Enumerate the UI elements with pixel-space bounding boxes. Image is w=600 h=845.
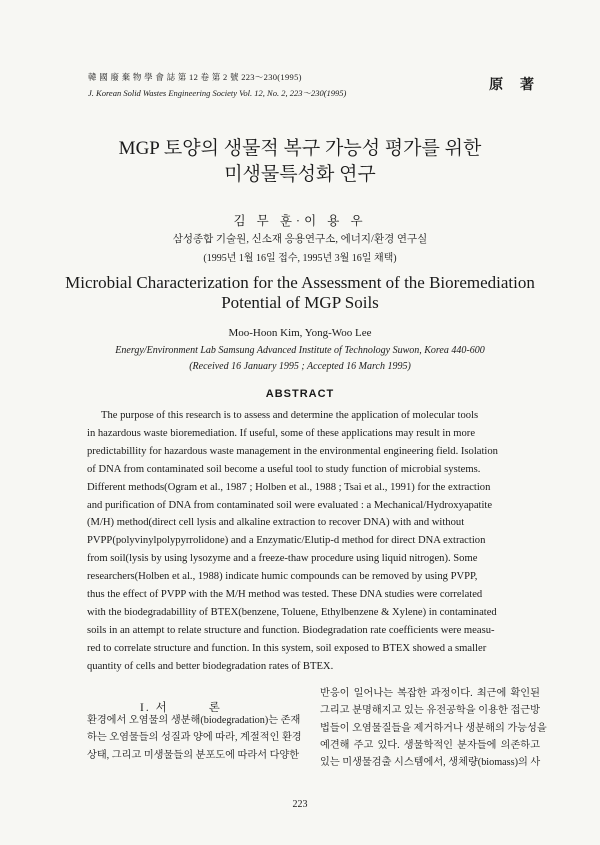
authors-english: Moo-Hoon Kim, Yong-Woo Lee	[228, 327, 372, 339]
title-english-line1: Microbial Characterization for the Assessment of the Bioremediation	[65, 273, 535, 292]
abstract-line: of DNA from contaminated soil become a useful tool to study function of microbial systems.	[87, 463, 481, 475]
section-number: I. 서	[140, 702, 169, 714]
abstract-line: The purpose of this research is to assess and determine the application of molecular tools	[101, 410, 479, 421]
journal-header-korean: 韓 國 廢 棄 物 學 會 誌 第 12 卷 第 2 號 223～230(1995)	[88, 72, 302, 82]
abstract-line: from soil(lysis by using lysozyme and a freeze-thaw procedure using liquid nitrogen). Some	[87, 553, 478, 565]
abstract-line: (M/H) method(direct cell lysis and alkaline extraction to recover DNA) with and without	[87, 517, 465, 529]
abstract-line: soils in an attempt to relate structure and function. Biodegradation rate coefficients were measu-	[87, 624, 495, 636]
affiliation-english: Energy/Environment Lab Samsung Advanced Institute of Technology Suwon, Korea 440-600	[115, 345, 485, 356]
abstract-line: and purification of DNA from contaminated soil were evaluated : a Mechanical/Hydroxyapatite	[87, 499, 493, 511]
body-line: 하는 오염물들의 성질과 양에 따라, 계절적인 환경	[87, 732, 302, 744]
body-line: 법들이 오염물질들을 제거하거나 생분해의 가능성을	[320, 722, 547, 734]
abstract-line: researchers(Holben et al., 1988) indicate humic compounds can be removed by using PVPP,	[87, 571, 478, 583]
abstract-line: predictabillity for hazardous waste management in the environmental engineering field. Isolation	[87, 445, 498, 457]
abstract-line: thus the effect of PVPP with the M/H method was tested. These DNA studies were correlated	[87, 589, 483, 601]
article-type-tag: 原 著	[489, 77, 540, 93]
title-english-line2: Potential of MGP Soils	[221, 293, 379, 312]
abstract-line: with the biodegradabillity of BTEX(benzene, Toluene, Ethylbenzene & Xylene) in contaminated	[87, 606, 497, 618]
journal-header-english: J. Korean Solid Wastes Engineering Society Vol. 12, No. 2, 223～230(1995)	[88, 88, 347, 98]
abstract-heading: ABSTRACT	[265, 388, 335, 400]
body-line: 반응이 일어나는 복잡한 과정이다. 최근에 확인된	[320, 688, 540, 699]
abstract-body	[87, 407, 540, 676]
right-column-text	[320, 685, 547, 771]
title-korean-line2: 미생물특성화 연구	[224, 164, 376, 185]
abstract-line: in hazardous waste bioremediation. If useful, some of these applications may result in more	[87, 427, 476, 439]
abstract-line: red to correlate structure and function. In this system, soil exposed to BTEX showed a smaller	[87, 642, 487, 654]
body-line: 예견해 주고 있다. 생물학적인 분자들에 의존하고	[320, 739, 540, 751]
section-word: 론	[208, 702, 222, 714]
body-line: 있는 미생물검출 시스템에서, 생체량(biomass)의 사	[320, 757, 541, 769]
abstract-line: quantity of cells and better biodegradation rates of BTEX.	[87, 660, 334, 672]
authors-korean: 김 무 훈·이 용 우	[233, 214, 367, 228]
left-column-text	[87, 712, 302, 764]
page-number: 223	[292, 799, 308, 810]
body-line: 그리고 분명해지고 있는 유전공학을 이용한 접근방	[320, 705, 540, 717]
title-korean-line1: MGP 토양의 생물적 복구 가능성 평가를 위한	[118, 138, 482, 159]
affiliation-korean: 삼성종합 기술원, 신소재 응용연구소, 에너지/환경 연구실	[172, 234, 428, 245]
body-line: 상태, 그리고 미생물들의 분포도에 따라서 다양한	[87, 749, 300, 761]
dates-english: (Received 16 January 1995 ; Accepted 16 March 1995)	[189, 361, 411, 372]
body-line: 환경에서 오염물의 생분해(biodegradation)는 존재	[87, 715, 301, 726]
abstract-line: PVPP(polyvinylpolypyrrolidone) and a Enzymatic/Elutip-d method for direct DNA extraction	[87, 535, 486, 547]
dates-korean: (1995년 1월 16일 접수, 1995년 3월 16일 채택)	[203, 253, 397, 264]
abstract-line: Different methods(Ogram et al., 1987 ; Holben et al., 1988 ; Tsai et al., 1991) for the extraction	[87, 481, 491, 493]
